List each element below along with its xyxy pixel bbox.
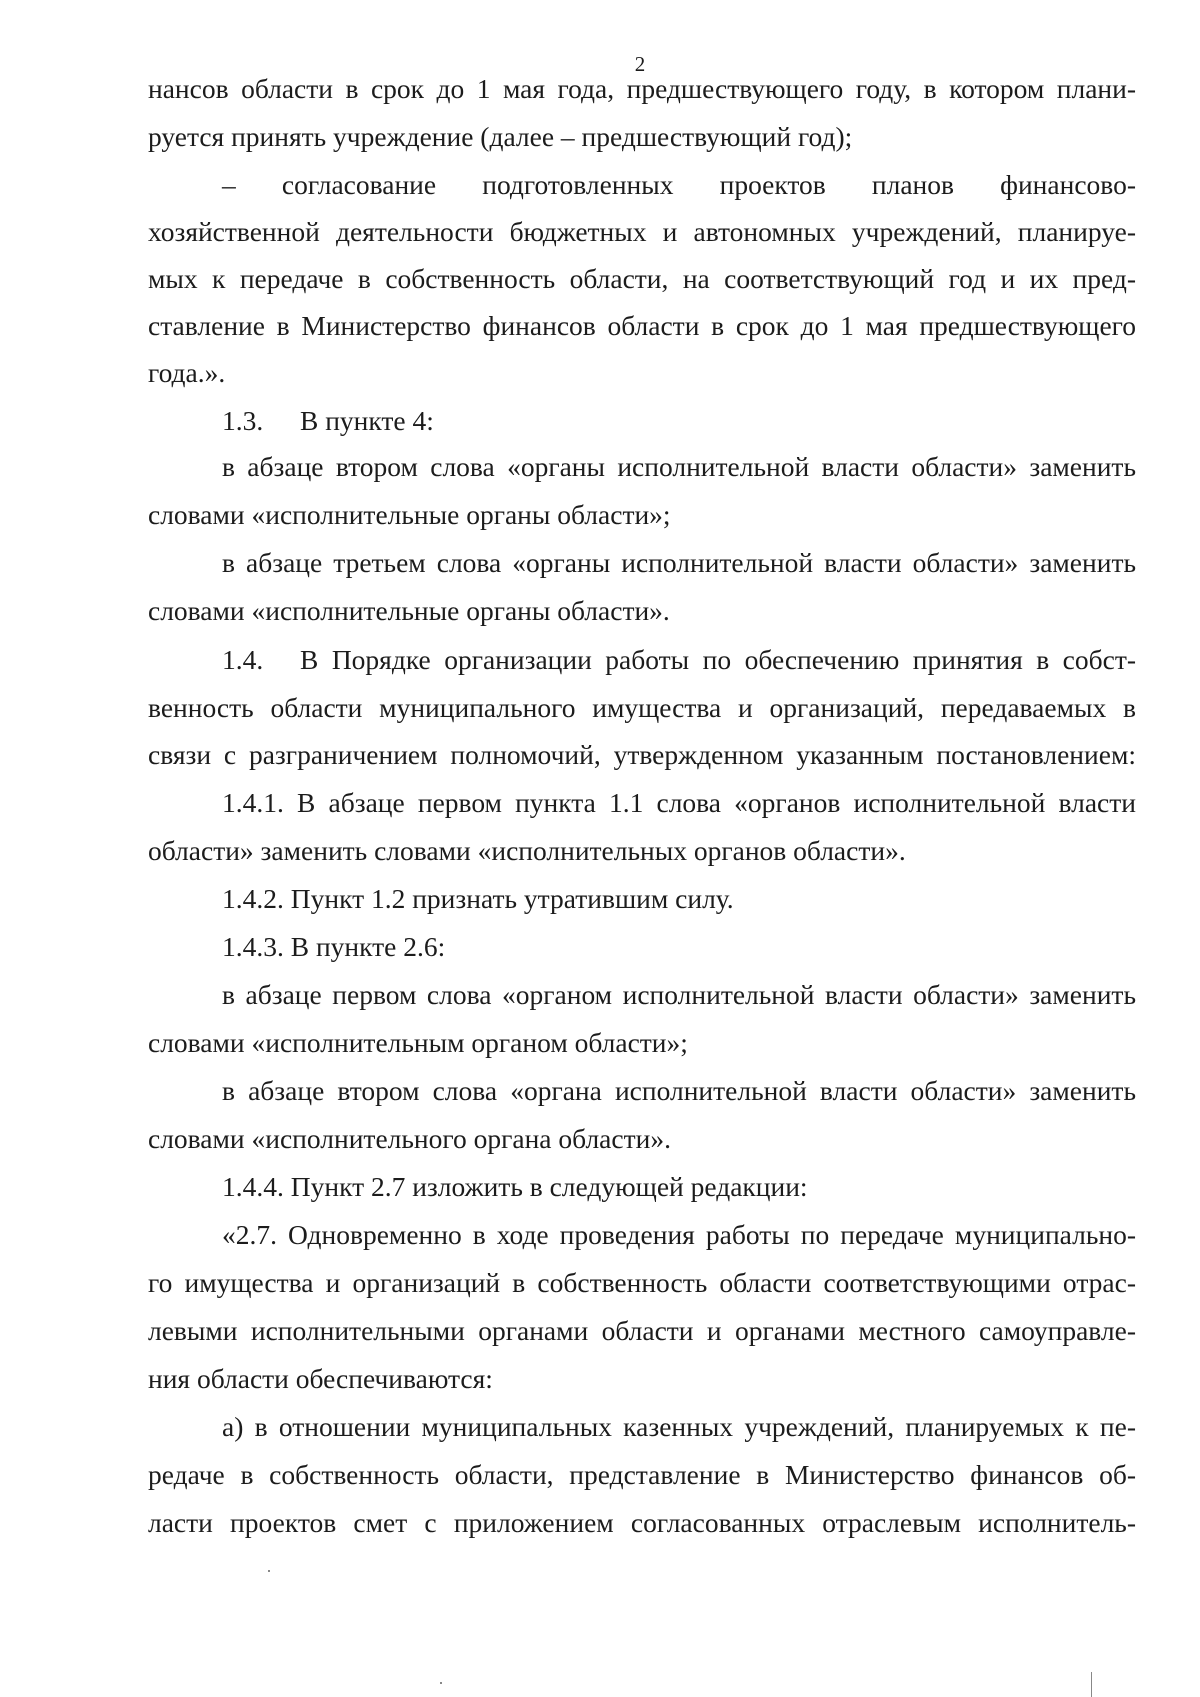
text-line: словами «исполнительные органы области»; [148, 499, 671, 530]
text-line: го имущества и организаций в собственность области соответствующими отрас- [148, 1267, 1136, 1298]
scan-mark [1091, 1672, 1092, 1697]
item-1-4 [222, 643, 1136, 677]
text-line: а) в отношении муниципальных казенных учреждений, планируемых к пе- [222, 1411, 1136, 1442]
item-1-3 [222, 404, 434, 438]
text-line: словами «исполнительные органы области». [148, 595, 670, 626]
text-line: в абзаце третьем слова «органы исполнительной власти области» заменить [222, 547, 1136, 578]
text-line: связи с разграничением полномочий, утвержденном указанным постановлением: [148, 739, 1136, 770]
text-line: хозяйственной деятельности бюджетных и автономных учреждений, планируе- [148, 216, 1136, 247]
item-number: 1.3. [222, 405, 264, 436]
scan-speck [440, 1682, 442, 1684]
text-line: мых к передаче в собственность области, на соответствующий год и их пред- [148, 263, 1136, 294]
text-line: 1.4.2. Пункт 1.2 признать утратившим силу. [222, 883, 734, 914]
text-line: области» заменить словами «исполнительных органов области». [148, 835, 906, 866]
text-line: ния области обеспечиваются: [148, 1363, 493, 1394]
text-line: левыми исполнительными органами области и органами местного самоуправле- [148, 1315, 1136, 1346]
text-line: в абзаце втором слова «органы исполнительной власти области» заменить [222, 451, 1136, 482]
text-line: редаче в собственность области, представление в Министерство финансов об- [148, 1459, 1136, 1490]
scan-speck [268, 1570, 270, 1572]
item-number: 1.4. [222, 644, 264, 675]
text-line: нансов области в срок до 1 мая года, предшествующего году, в котором плани- [148, 73, 1136, 104]
page-number: 2 [634, 52, 646, 76]
text-line: года.». [148, 357, 226, 388]
text-line: «2.7. Одновременно в ходе проведения работы по передаче муниципально- [222, 1219, 1136, 1250]
text-line: ставление в Министерство финансов области в срок до 1 мая предшествующего [148, 310, 1136, 341]
text-line: словами «исполнительного органа области». [148, 1123, 671, 1154]
text-line: 1.4.1. В абзаце первом пункта 1.1 слова «органов исполнительной власти [222, 787, 1136, 818]
text-line: словами «исполнительным органом области»; [148, 1027, 688, 1058]
item-text: В Порядке организации работы по обеспечению принятия в собст- [300, 644, 1136, 675]
text-line: венность области муниципального имущества и организаций, передаваемых в [148, 692, 1136, 723]
item-text: В пункте 4: [300, 405, 434, 436]
text-line: в абзаце первом слова «органом исполнительной власти области» заменить [222, 979, 1136, 1010]
text-line: 1.4.4. Пункт 2.7 изложить в следующей редакции: [222, 1171, 808, 1202]
text-line: ласти проектов смет с приложением согласованных отраслевым исполнитель- [148, 1507, 1136, 1538]
text-line: в абзаце втором слова «органа исполнительной власти области» заменить [222, 1075, 1136, 1106]
text-line: 1.4.3. В пункте 2.6: [222, 931, 446, 962]
text-line: – согласование подготовленных проектов планов финансово- [222, 169, 1136, 200]
text-line: руется принять учреждение (далее – предшествующий год); [148, 121, 853, 152]
